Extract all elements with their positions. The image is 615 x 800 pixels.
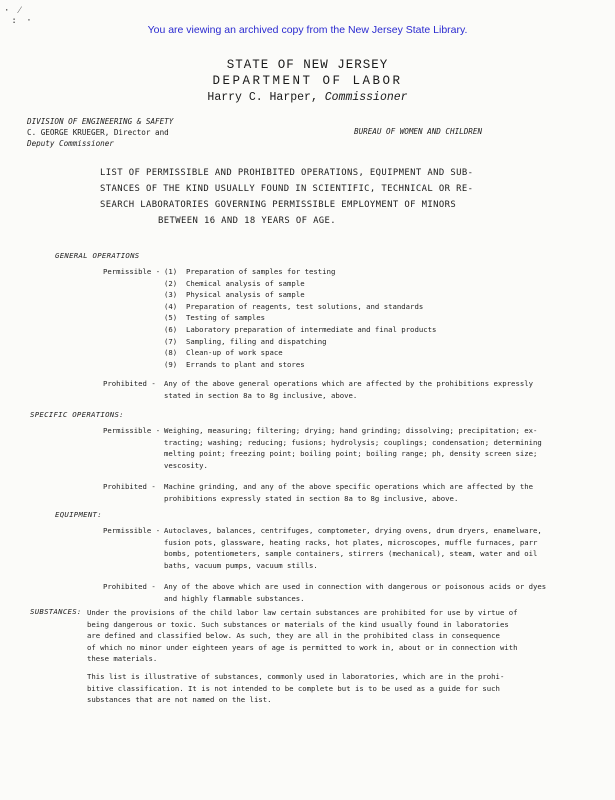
general-prohibited-text <box>164 378 533 401</box>
substances-heading: SUBSTANCES: <box>30 607 82 616</box>
equipment-permissible-label: Permissible - <box>103 526 161 535</box>
text-line: these materials. <box>87 654 158 664</box>
list-item: (1) Preparation of samples for testing <box>164 267 336 276</box>
text-line: substances that are not named on the list. <box>87 695 272 705</box>
list-item: (2) Chemical analysis of sample <box>164 278 305 288</box>
title-line: LIST OF PERMISSIBLE AND PROHIBITED OPERATIONS, EQUIPMENT AND SUB- <box>100 168 474 178</box>
general-operations-heading: GENERAL OPERATIONS <box>55 251 140 260</box>
list-item: (5) Testing of samples <box>164 313 266 323</box>
text-line: Any of the above general operations which are affected by the prohibitions expressly <box>164 379 534 388</box>
specific-prohibited-text <box>164 481 533 504</box>
text-line: of which no minor under eighteen years of age is permitted to work in, about or in connection with <box>87 642 518 652</box>
specific-operations-heading: SPECIFIC OPERATIONS: <box>30 410 124 419</box>
text-line: baths, vacuum pumps, vacuum stills. <box>164 560 318 570</box>
commissioner-title: Commissioner <box>324 91 408 104</box>
title-line: SEARCH LABORATORIES GOVERNING PERMISSIBLE EMPLOYMENT OF MINORS <box>100 200 457 210</box>
list-item: (3) Physical analysis of sample <box>164 290 305 300</box>
text-line: vescosity. <box>164 460 208 470</box>
bureau-name: BUREAU OF WOMEN AND CHILDREN <box>354 127 483 136</box>
text-line: Autoclaves, balances, centrifuges, comptometer, drying ovens, drum dryers, enamelware, <box>164 526 542 535</box>
text-line: being dangerous or toxic. Such substances or materials of the kind usually found in laboratories <box>87 619 509 629</box>
text-line: fusion pots, glassware, heating racks, hot plates, microscopes, muffle furnaces, parr <box>164 537 538 547</box>
list-item: (6) Laboratory preparation of intermediate and final products <box>164 324 437 334</box>
division-name: DIVISION OF ENGINEERING & SAFETY <box>27 117 174 126</box>
general-prohibited-label: Prohibited - <box>103 379 156 388</box>
text-line: are defined and classified below. As such, they are all in the prohibited class in consequence <box>87 631 500 641</box>
scan-specks: · ⁄ : · <box>4 6 34 26</box>
list-item: (9) Errands to plant and stores <box>164 359 305 369</box>
text-line: bitive classification. It is not intended to be complete but is to be used as a guide for such <box>87 683 500 693</box>
list-item: (4) Preparation of reagents, test solutions, and standards <box>164 301 424 311</box>
text-line: tracting; washing; reducing; fusions; hydrolysis; couplings; condensation; determining <box>164 437 542 447</box>
general-permissible-label: Permissible - <box>103 267 161 276</box>
text-line: bombs, potentiometers, sample containers, stirrers (mechanical), steam, water and oil <box>164 549 538 559</box>
deputy-line: Deputy Commissioner <box>27 139 114 148</box>
equipment-prohibited-text <box>164 581 546 604</box>
title-line: STANCES OF THE KIND USUALLY FOUND IN SCIENTIFIC, TECHNICAL OR RE- <box>100 184 474 194</box>
general-permissible-list <box>164 266 436 370</box>
text-line: and highly flammable substances. <box>164 593 305 603</box>
substances-paragraph-2 <box>87 671 504 706</box>
division-block <box>27 116 173 149</box>
specific-permissible-text <box>164 425 542 471</box>
commissioner-line <box>0 91 615 104</box>
text-line: stated in section 8a to 8g inclusive, above. <box>164 390 358 400</box>
text-line: Under the provisions of the child labor law certain substances are prohibited for use by virtue of <box>87 608 518 617</box>
text-line: Machine grinding, and any of the above specific operations which are affected by the <box>164 482 534 491</box>
equipment-permissible-text <box>164 525 542 571</box>
text-line: prohibitions expressly stated in section 8a to 8g inclusive, above. <box>164 493 459 503</box>
specific-prohibited-label: Prohibited - <box>103 482 156 491</box>
substances-paragraph-1 <box>87 607 518 665</box>
equipment-heading: EQUIPMENT: <box>55 510 102 519</box>
archive-banner: You are viewing an archived copy from the New Jersey State Library. <box>147 24 468 36</box>
specific-permissible-label: Permissible - <box>103 426 161 435</box>
commissioner-name: Harry C. Harper, <box>207 91 318 104</box>
state-heading: STATE OF NEW JERSEY <box>226 58 389 72</box>
department-heading: DEPARTMENT OF LABOR <box>212 74 403 88</box>
text-line: This list is illustrative of substances, commonly used in laboratories, which are in the prohi- <box>87 672 505 681</box>
equipment-prohibited-label: Prohibited - <box>103 582 156 591</box>
list-item: (7) Sampling, filing and dispatching <box>164 336 327 346</box>
text-line: Any of the above which are used in connection with dangerous or poisonous acids or dyes <box>164 582 547 591</box>
document-title <box>100 165 530 229</box>
director-line: C. GEORGE KRUEGER, Director and <box>27 128 169 137</box>
text-line: melting point; freezing point; boiling point; boiling range; ph, density screen size; <box>164 449 538 459</box>
text-line: Weighing, measuring; filtering; drying; hand grinding; dissolving; precipitation; ex- <box>164 426 538 435</box>
title-line: BETWEEN 16 AND 18 YEARS OF AGE. <box>158 216 337 226</box>
list-item: (8) Clean-up of work space <box>164 348 283 358</box>
